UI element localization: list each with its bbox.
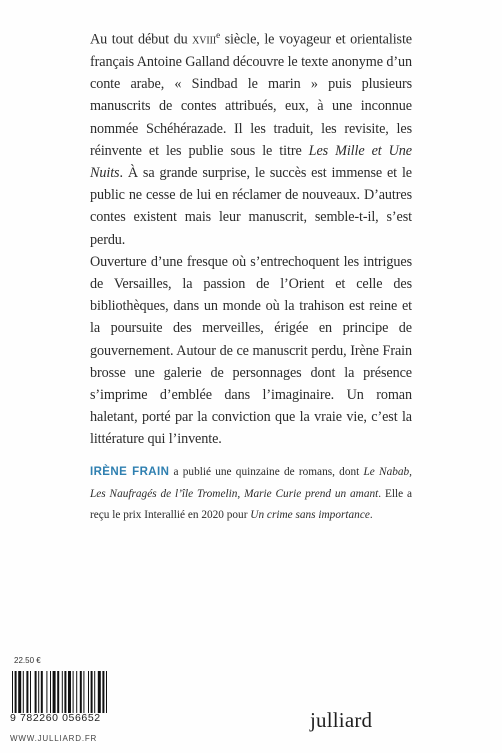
publisher-website: WWW.JULLIARD.FR <box>10 734 98 743</box>
isbn-number: 9 782260 056652 <box>10 712 101 724</box>
barcode-icon <box>10 671 135 713</box>
bio-award-title: Un crime sans importance <box>250 509 370 521</box>
back-cover-blurb <box>90 24 412 451</box>
blurb-paragraph-2: Ouverture d’une fresque où s’entrechoquent les intrigues de Versailles, la passion de l’Orient et celle des bibliothèques, dans un monde où la trahison est reine et la poursuite des merveilles, érigée en principe de gouvernement. Autour de ce manuscrit perdu, Irène Frain brosse une galerie de personnages dont la présence s’imprime d’emblée dans l’imaginaire. Un roman haletant, porté par la conviction que la vraie vie, c’est la littérature qui l’invente. <box>90 253 412 448</box>
century-numeral: xviii <box>192 31 217 48</box>
author-bio: IRÈNE FRAIN a publié une quinzaine de romans, dont Le Nabab, Les Naufragés de l’île Tromelin, Marie Curie prend un amant. Elle a reçu le prix Interallié en 2020 pour Un crime sans importance. <box>90 466 413 521</box>
century-superscript: e <box>216 30 221 40</box>
work-title: Les Mille et Une Nuits <box>90 142 412 181</box>
bio-titles: Le Nabab, Les Naufragés de l’île Tromelin, Marie Curie prend un amant <box>90 466 412 500</box>
blurb-paragraph-1: Au tout début du xviii$^e$ siècle, le voyageur et orientaliste français Antoine Galland découvre le texte anonyme d’un conte arabe, « Sindbad le marin » puis plusieurs manuscrits de contes attribués, eux, à une inconnue nommée Schéhérazade. Il les traduit, les revisite, les réinvente et les publie sous le titre Les Mille et Une Nuits. À sa grande surprise, le succès est immense et le public ne cesse de lui en réclamer de nouveaux. D’autres contes existent mais leur manuscrit, semble-t-il, s’est perdu. <box>90 30 412 248</box>
publisher-logo: julliard <box>310 708 373 732</box>
price-label: 22.50 € <box>14 656 41 665</box>
author-name: IRÈNE FRAIN <box>90 466 170 478</box>
